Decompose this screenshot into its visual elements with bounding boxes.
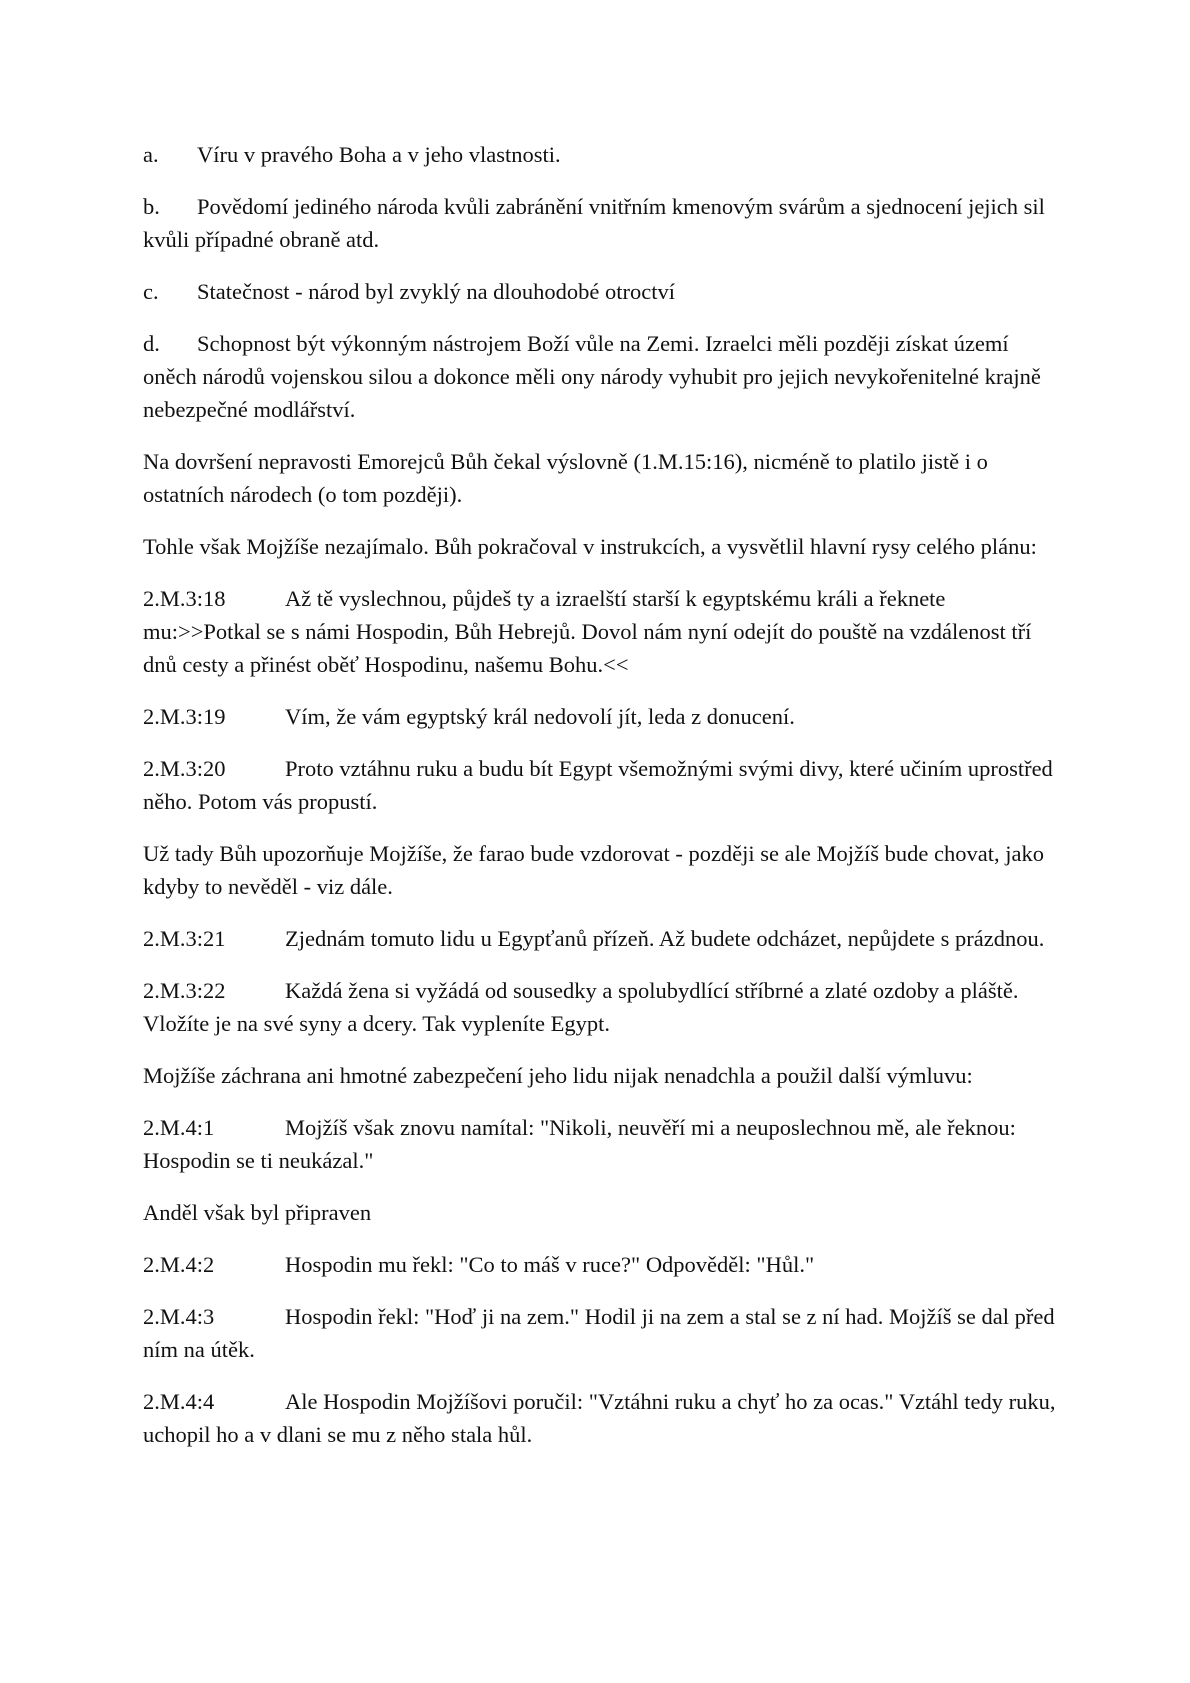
paragraph: Už tady Bůh upozorňuje Mojžíše, že farao bude vzdorovat - později se ale Mojžíš bude chovat, jako kdyby to nevěděl - viz dále. <box>143 841 1044 899</box>
paragraph: Mojžíše záchrana ani hmotné zabezpečení jeho lidu nijak nenadchla a použil další výmluvu: <box>143 1063 973 1088</box>
list-marker: b. <box>143 194 160 219</box>
verse-reference: 2.M.3:18 <box>143 586 226 611</box>
verse-2m-3-22 <box>143 974 1063 1040</box>
verse-text: Každá žena si vyžádá od sousedky a spolubydlící stříbrné a zlaté ozdoby a pláště. Vložíte je na své syny a dcery. Tak vypleníte Egypt. <box>143 978 1019 1036</box>
verse-2m-3-19 <box>143 700 1063 733</box>
list-item-a <box>143 138 1063 171</box>
paragraph: Tohle však Mojžíše nezajímalo. Bůh pokračoval v instrukcích, a vysvětlil hlavní rysy celého plánu: <box>143 534 1037 559</box>
verse-reference: 2.M.3:21 <box>143 926 226 951</box>
verse-reference: 2.M.4:3 <box>143 1304 215 1329</box>
verse-2m-4-2 <box>143 1248 1063 1281</box>
verse-text: Hospodin řekl: "Hoď ji na zem." Hodil ji na zem a stal se z ní had. Mojžíš se dal před ním na útěk. <box>143 1304 1055 1362</box>
verse-reference: 2.M.3:22 <box>143 978 226 1003</box>
verse-text: Vím, že vám egyptský král nedovolí jít, leda z donucení. <box>285 704 795 729</box>
list-marker: c. <box>143 279 159 304</box>
verse-reference: 2.M.4:1 <box>143 1115 215 1140</box>
list-item-text: Povědomí jediného národa kvůli zabránění vnitřním kmenovým svárům a sjednocení jejich sil kvůli případné obraně atd. <box>143 194 1045 252</box>
verse-text: Ale Hospodin Mojžíšovi poručil: "Vztáhni ruku a chyť ho za ocas." Vztáhl tedy ruku, uchopil ho a v dlani se mu z něho stala hůl. <box>143 1389 1056 1447</box>
verse-2m-4-1 <box>143 1111 1063 1177</box>
list-item-c <box>143 275 1063 308</box>
verse-reference: 2.M.4:4 <box>143 1389 215 1414</box>
verse-2m-3-20 <box>143 752 1063 818</box>
verse-text: Proto vztáhnu ruku a budu bít Egypt všemožnými svými divy, které učiním uprostřed něho. Potom vás propustí. <box>143 756 1053 814</box>
verse-text: Až tě vyslechnou, půjdeš ty a izraelští starší k egyptskému králi a řeknete mu:>>Potkal se s námi Hospodin, Bůh Hebrejů. Dovol nám nyní odejít do pouště na vzdálenost tří dnů cesty a přinést oběť Hospodinu, našemu Bohu.<< <box>143 586 1032 677</box>
verse-2m-4-3 <box>143 1300 1063 1366</box>
verse-2m-3-18 <box>143 582 1063 681</box>
list-item-d <box>143 327 1063 426</box>
verse-text: Zjednám tomuto lidu u Egypťanů přízeň. Až budete odcházet, nepůjdete s prázdnou. <box>285 926 1045 951</box>
document-page <box>143 138 1063 1470</box>
verse-reference: 2.M.3:20 <box>143 756 226 781</box>
list-marker: a. <box>143 142 159 167</box>
paragraph: Anděl však byl připraven <box>143 1200 372 1225</box>
paragraph: Na dovršení nepravosti Emorejců Bůh čekal výslovně (1.M.15:16), nicméně to platilo jistě i o ostatních národech (o tom později). <box>143 449 988 507</box>
verse-text: Hospodin mu řekl: "Co to máš v ruce?" Odpověděl: "Hůl." <box>285 1252 815 1277</box>
list-marker: d. <box>143 331 160 356</box>
list-item-text: Statečnost - národ byl zvyklý na dlouhodobé otroctví <box>197 279 676 304</box>
verse-reference: 2.M.3:19 <box>143 704 226 729</box>
verse-reference: 2.M.4:2 <box>143 1252 215 1277</box>
list-item-b <box>143 190 1063 256</box>
verse-text: Mojžíš však znovu namítal: "Nikoli, neuvěří mi a neuposlechnou mě, ale řeknou: Hospodin se ti neukázal." <box>143 1115 1016 1173</box>
verse-2m-3-21 <box>143 922 1063 955</box>
verse-2m-4-4 <box>143 1385 1063 1451</box>
list-item-text: Schopnost být výkonným nástrojem Boží vůle na Zemi. Izraelci měli později získat území oněch národů vojenskou silou a dokonce měli ony národy vyhubit pro jejich nevykořenitelné krajně nebezpečné modlářství. <box>143 331 1041 422</box>
list-item-text: Víru v pravého Boha a v jeho vlastnosti. <box>197 142 561 167</box>
